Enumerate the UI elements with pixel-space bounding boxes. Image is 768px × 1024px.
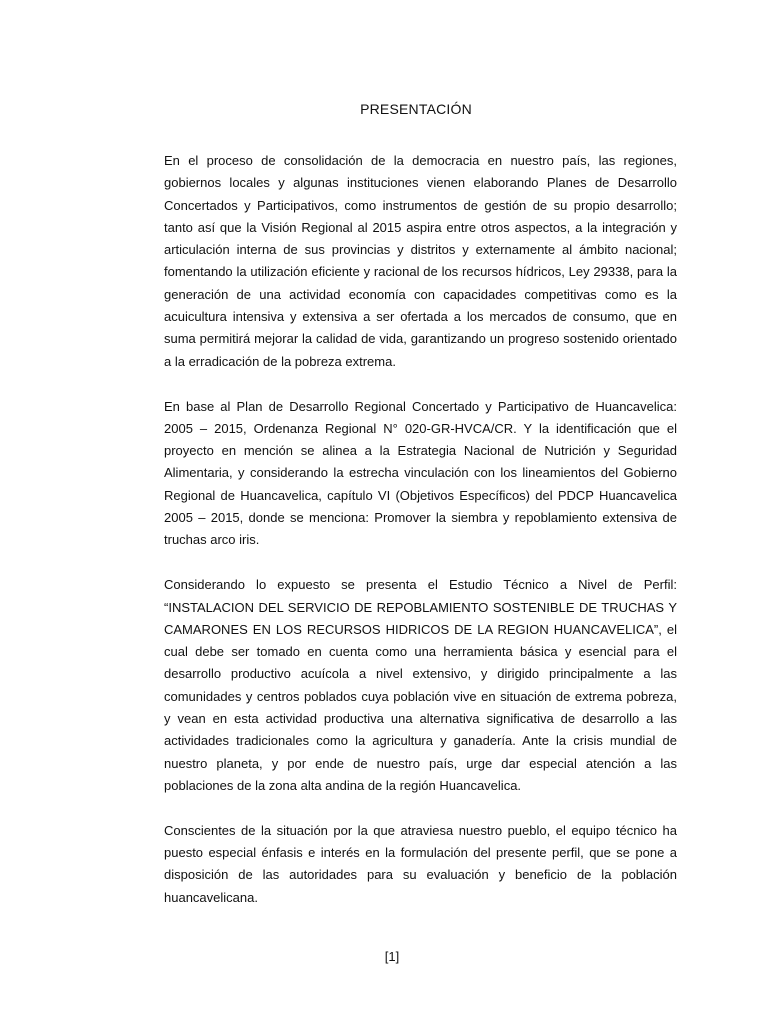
paragraph-4: Conscientes de la situación por la que atraviesa nuestro pueblo, el equipo técnico ha puesto especial énfasis e interés en la formulación del presente perfil, que se pone a disposición de las autoridades para su evaluación y beneficio de la población huancavelicana.: [164, 822, 677, 905]
document-body: [164, 150, 677, 932]
paragraph-3: Considerando lo expuesto se presenta el Estudio Técnico a Nivel de Perfil: “INSTALACION DEL SERVICIO DE REPOBLAMIENTO SOSTENIBLE DE TRUCHAS Y CAMARONES EN LOS RECURSOS HIDRICOS DE LA REGION HUANCAVELICA”, el cual debe ser tomado en cuenta como una herramienta básica y esencial para el desarrollo productivo acuícola a nivel extensivo, y dirigido principalmente a las comunidades y centros poblados cuya población vive en situación de extrema pobreza, y vean en esta actividad productiva una alternativa significativa de desarrollo a las actividades tradicionales como la agricultura y ganadería. Ante la crisis mundial de nuestro planeta, y por ende de nuestro país, urge dar especial atención a las poblaciones de la zona alta andina de la región Huancavelica.: [164, 577, 677, 793]
page-number: [1]: [384, 949, 400, 964]
paragraph-1: En el proceso de consolidación de la democracia en nuestro país, las regiones, gobiernos locales y algunas instituciones vienen elaborando Planes de Desarrollo Concertados y Participativos, como instrumentos de gestión de su propio desarrollo; tanto así que la Visión Regional al 2015 aspira entre otros aspectos, a la integración y articulación interna de sus provincias y distritos y externamente al ámbito nacional; fomentando la utilización eficiente y racional de los recursos hídricos, Ley 29338, para la generación de una actividad economía con capacidades competitivas como es la acuicultura intensiva y extensiva a ser ofertada a los mercados de consumo, que en suma permitirá mejorar la calidad de vida, garantizando un progreso sostenido orientado a la erradicación de la pobreza extrema.: [164, 153, 677, 369]
page-title: PRESENTACIÓN: [360, 101, 472, 117]
paragraph-2: En base al Plan de Desarrollo Regional Concertado y Participativo de Huancavelica: 2005 – 2015, Ordenanza Regional N° 020-GR-HVCA/CR. Y la identificación que el proyecto en mención se alinea a la Estrategia Nacional de Nutrición y Seguridad Alimentaria, y considerando la estrecha vinculación con los lineamientos del Gobierno Regional de Huancavelica, capítulo VI (Objetivos Específicos) del PDCP Huancavelica 2005 – 2015, donde se menciona: Promover la siembra y repoblamiento extensiva de truchas arco iris.: [164, 398, 677, 548]
